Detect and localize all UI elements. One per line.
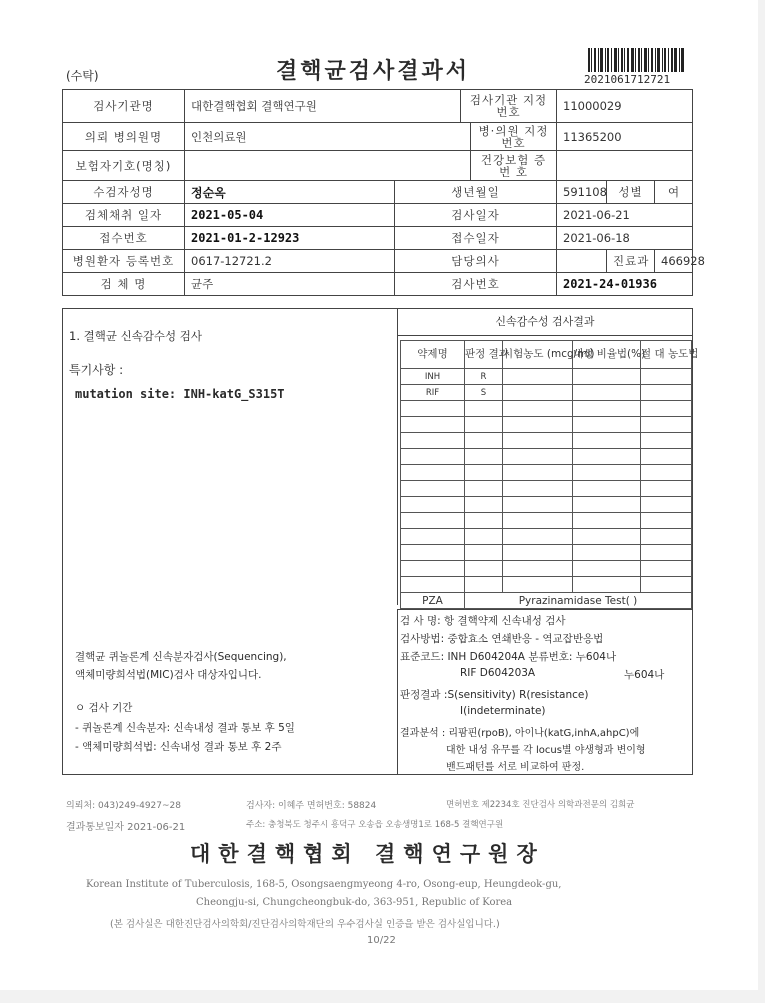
method-judge-2: I(indeterminate) — [460, 705, 546, 717]
footer-certification: (본 검사실은 대한진단검사의학회/진단검사의학재단의 우수검사실 인증을 받은 검사실입니다.) — [110, 919, 500, 930]
test-no-label: 검사번호 — [395, 273, 557, 296]
agency-code-value: 11000029 — [557, 90, 693, 123]
institute-name: 대한결핵협회 결핵연구원장 — [190, 842, 545, 866]
note-line-1: 결핵균 퀴놀론계 신속분자검사(Sequencing), — [75, 651, 287, 663]
table-row — [401, 449, 692, 465]
method-analysis-1: 결과분석 : 리팜핀(rpoB), 아이나(katG,inhA,ahpC)에 — [400, 728, 640, 739]
test-date-label: 검사일자 — [395, 204, 557, 227]
hospital-code-value: 11365200 — [557, 123, 693, 151]
agency-value: 대한결핵협회 결핵연구원 — [185, 90, 461, 123]
page-title: 결핵균검사결과서 — [276, 59, 471, 84]
receipt-date-value: 2021-06-18 — [557, 227, 693, 250]
health-ins-value — [557, 151, 693, 181]
table-row — [401, 513, 692, 529]
method-panel — [397, 609, 692, 774]
result-grid — [400, 340, 699, 609]
table-row — [401, 529, 692, 545]
stamp-label: (수탁) — [66, 69, 99, 83]
sex-value: 여 — [655, 181, 693, 204]
result-body — [62, 308, 699, 775]
footer-date: 결과통보일자 2021-06-21 — [66, 822, 186, 833]
mutation-site: mutation site: INH-katG_S315T — [75, 387, 285, 401]
doctor-label: 담당의사 — [395, 250, 557, 273]
insurer-label: 보험자기호(명칭) — [63, 151, 185, 181]
table-row — [401, 465, 692, 481]
col-judge: 판정 결과 — [465, 341, 503, 369]
table-row — [401, 577, 692, 593]
col-conc: 시험농도 (mcg/ml) — [503, 341, 573, 369]
reg-value: 0617-12721.2 — [185, 250, 395, 273]
method-code-2b: 누604나 — [624, 669, 665, 681]
receipt-no-label: 접수번호 — [63, 227, 185, 250]
col-drug: 약제명 — [401, 341, 465, 369]
receipt-no-value: 2021-01-2-12923 — [185, 227, 395, 250]
test-no-value: 2021-24-01936 — [557, 273, 693, 296]
footer-english-1: Korean Institute of Tuberculosis, 168-5, Osongsaengmyeong 4-ro, Osong-eup, Heungdeok-gu, — [86, 879, 562, 890]
insurer-value — [185, 151, 471, 181]
method-method: 검사방법: 중합효소 연쇄반응 - 역교잡반응법 — [400, 633, 604, 645]
barcode — [588, 48, 684, 72]
specimen-label: 검 체 명 — [63, 273, 185, 296]
note-line-2: 액체미량희석법(MIC)검사 대상자입니다. — [75, 669, 262, 681]
table-row — [401, 401, 692, 417]
method-code-2: RIF D604203A — [460, 667, 536, 679]
hospital-label: 의뢰 병의원명 — [63, 123, 185, 151]
table-row — [401, 385, 692, 401]
dept-value: 466928 — [655, 250, 693, 273]
table-row — [401, 561, 692, 577]
col-ratio: 내성 비율법(%) — [573, 341, 641, 369]
agency-code-label: 검사기관 지정번호 — [461, 90, 557, 123]
sex-label: 성별 — [607, 181, 655, 204]
table-row — [401, 545, 692, 561]
test-item: 1. 결핵균 신속감수성 검사 — [69, 329, 203, 343]
specimen-value: 균주 — [185, 273, 395, 296]
drug-name: INH — [401, 369, 465, 385]
footer-english-2: Cheongju-si, Chungcheongbuk-do, 363-951, Republic of Korea — [196, 897, 513, 908]
health-ins-label: 건강보험 증 번 호 — [471, 151, 557, 181]
doctor-value — [557, 250, 607, 273]
footer-license: 면허번호 제2234호 진단검사 의학과전문의 김희균 — [446, 800, 635, 810]
footer-contact: 의뢰처: 043)249-4927~28 — [66, 801, 181, 811]
agency-label: 검사기관명 — [63, 90, 185, 123]
result-grid-title: 신속감수성 검사결과 — [398, 309, 692, 336]
col-abs: 절 대 농도법 — [641, 341, 692, 369]
info-table — [62, 89, 705, 296]
table-row — [401, 369, 692, 385]
period-line-2: - 액체미량희석법: 신속내성 결과 통보 후 2주 — [75, 741, 282, 753]
hospital-value: 인천의료원 — [185, 123, 471, 151]
page-number: 10/22 — [367, 935, 396, 946]
dept-label: 진료과 — [607, 250, 655, 273]
footer-tester: 검사자: 이혜주 면허번호: 58824 — [246, 801, 377, 811]
method-analysis-3: 밴드패턴를 서로 비교하여 판정. — [446, 762, 585, 773]
footer-address: 주소: 충청북도 청주시 흥덕구 오송읍 오송생명1로 168-5 결핵연구원 — [246, 820, 504, 830]
table-row — [401, 481, 692, 497]
method-name: 검 사 명: 항 결핵약제 신속내성 검사 — [400, 615, 566, 627]
drug-result: S — [465, 385, 503, 401]
table-row — [401, 433, 692, 449]
dob-value: 591108 — [557, 181, 607, 204]
period-line-1: - 퀴놀론계 신속분자: 신속내성 결과 통보 후 5일 — [75, 722, 295, 734]
pza-value: Pyrazinamidase Test( ) — [465, 593, 692, 609]
receipt-date-label: 접수일자 — [395, 227, 557, 250]
reg-label: 병원환자 등록번호 — [63, 250, 185, 273]
result-grid-panel — [397, 309, 699, 607]
pza-label: PZA — [401, 593, 465, 609]
method-judge-1: 판정결과 :S(sensitivity) R(resistance) — [400, 689, 589, 701]
method-analysis-2: 대한 내성 유무를 각 locus별 야생형과 변이형 — [446, 745, 646, 756]
collect-label: 검체채취 일자 — [63, 204, 185, 227]
hospital-code-label: 병·의원 지정번호 — [471, 123, 557, 151]
table-row — [401, 417, 692, 433]
collect-value: 2021-05-04 — [185, 204, 395, 227]
remarks-label: 특기사항 : — [69, 363, 124, 377]
method-code-1: 표준코드: INH D604204A 분류번호: 누604나 — [400, 651, 617, 663]
patient-label: 수검자성명 — [63, 181, 185, 204]
test-date-value: 2021-06-21 — [557, 204, 693, 227]
table-row — [401, 497, 692, 513]
dob-label: 생년월일 — [395, 181, 557, 204]
drug-name: RIF — [401, 385, 465, 401]
patient-value: 정순옥 — [185, 181, 395, 204]
barcode-number: 2021061712721 — [584, 73, 671, 86]
period-title: ㅇ 검사 기간 — [75, 702, 133, 714]
drug-result: R — [465, 369, 503, 385]
